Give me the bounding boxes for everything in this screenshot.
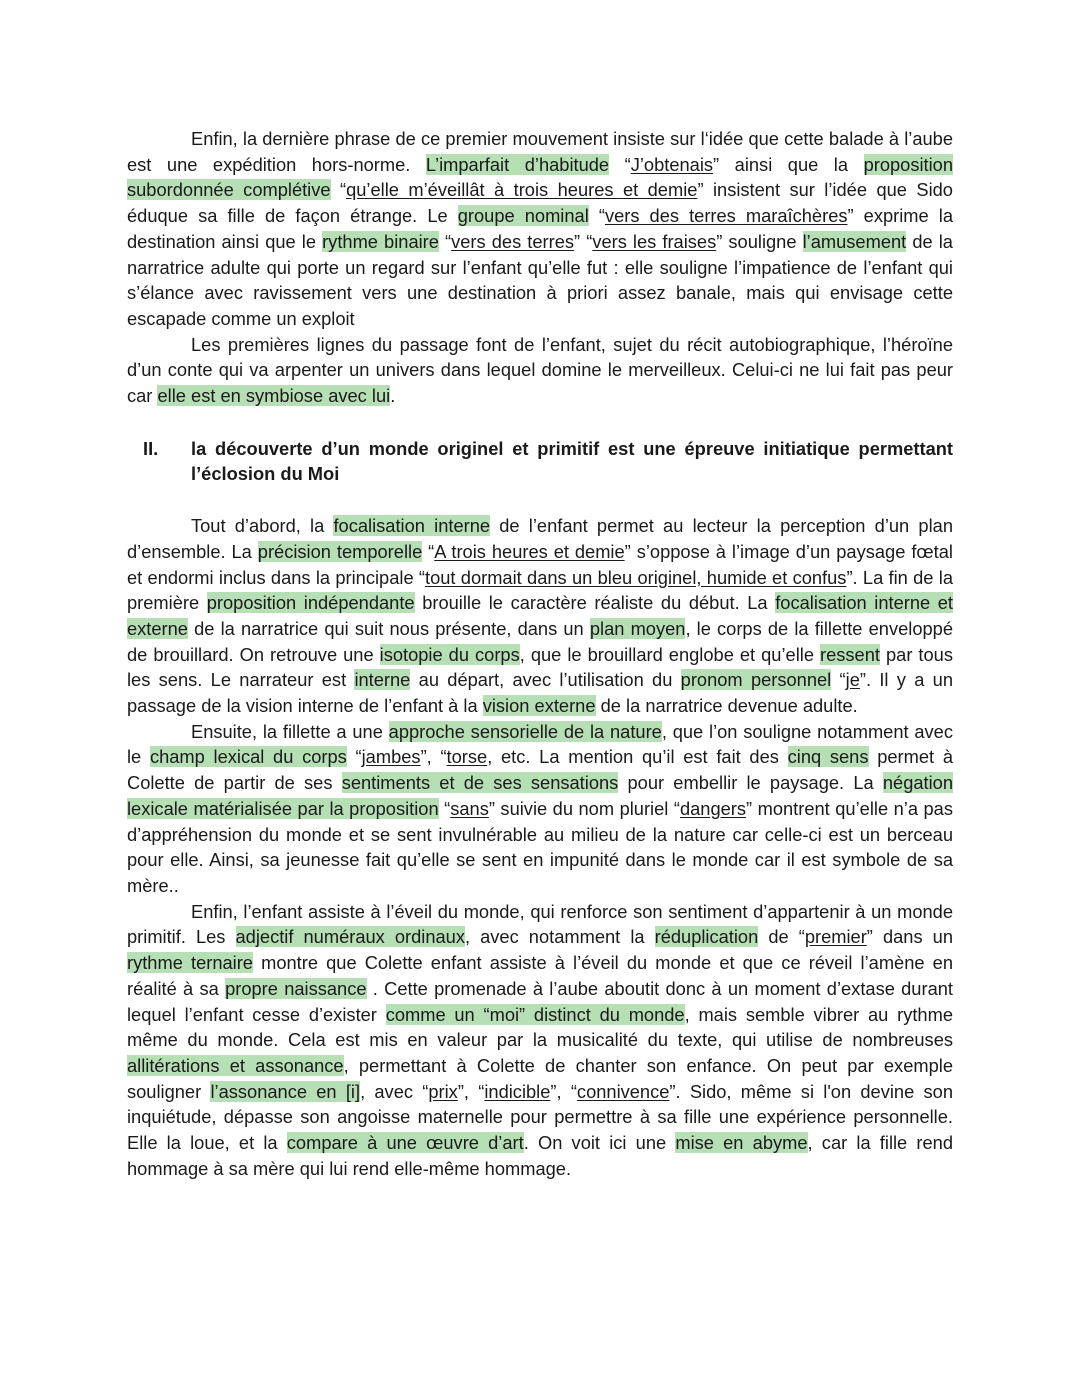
text-run: “ — [831, 669, 846, 691]
highlighted-term: focalisation interne — [333, 515, 491, 537]
text-run: de l’enfant permet au lecteur la perception d’un plan d’ensemble. La — [127, 515, 953, 562]
text-run: “ — [438, 797, 451, 819]
text-run: “ — [422, 540, 435, 562]
text-run: ” souligne — [716, 230, 803, 252]
text-run: “ — [330, 179, 347, 201]
document-page — [127, 126, 953, 1181]
text-run: de la narratrice devenue adulte. — [595, 695, 858, 717]
text-run: , car la fille rend hommage à sa mère qui lui rend elle-même hommage. — [127, 1132, 954, 1179]
highlighted-term: sentiments et de ses sensations — [341, 772, 619, 794]
highlighted-term: isotopie du corps — [379, 643, 520, 665]
text-run: , que le brouillard englobe et qu’elle — [519, 643, 821, 665]
section-heading — [127, 436, 953, 487]
text-run: ” “ — [574, 230, 593, 252]
text-run: ”, “ — [457, 1080, 485, 1102]
paragraph — [127, 126, 953, 332]
highlighted-term: vision externe — [482, 695, 596, 717]
highlighted-term: plan moyen — [589, 617, 686, 639]
highlighted-term: réduplication — [654, 926, 759, 948]
section-title: la découverte d’un monde originel et primitif est une épreuve initiatique permettant l’éclosion du Moi — [191, 437, 953, 485]
text-run: . On voit ici une — [523, 1132, 676, 1154]
text-run: , etc. La mention qu’il est fait des — [487, 746, 788, 768]
text-run: , avec notamment la — [464, 926, 655, 948]
highlighted-term: groupe nominal — [457, 205, 589, 227]
text-run: permet à Colette de partir de ses — [127, 746, 953, 794]
text-run: Enfin, la dernière phrase de ce premier mouvement insiste sur l‘idée que cette balade à l’aube est une expédition hors-norme. — [127, 128, 953, 175]
text-run: ” exprime la destination ainsi que le — [127, 205, 953, 252]
text-run: ”, “ — [550, 1080, 577, 1102]
quoted-citation: jambes — [361, 746, 421, 768]
highlighted-term: proposition subordonnée complétive — [127, 153, 953, 201]
text-run: , le corps de la fillette enveloppé de brouillard. On retrouve une — [127, 617, 953, 665]
text-run: ” suivie du nom pluriel “ — [488, 797, 680, 819]
quoted-citation: torse — [446, 746, 488, 768]
quoted-citation: dangers — [679, 797, 747, 819]
quoted-citation: J’obtenais — [630, 153, 714, 175]
text-run: Enfin, l’enfant assiste à l’éveil du monde, qui renforce son sentiment d’appartenir à un monde primitif. Les — [127, 900, 953, 948]
text-run: montre que Colette enfant assiste à l’éveil du monde et que ce réveil l’amène en réalité à sa — [127, 952, 954, 999]
text-run: pour embellir le paysage. La — [618, 772, 883, 794]
text-run: de “ — [758, 926, 805, 948]
quoted-citation: vers des terres — [451, 230, 575, 252]
highlighted-term: allitérations et assonance — [127, 1054, 344, 1076]
quoted-citation: vers des terres maraîchères — [604, 205, 848, 227]
text-run: , mais semble vibrer au rythme même du monde. Cela est mis en valeur par la musicalité du texte, qui utilise de nombreuses — [127, 1003, 953, 1051]
highlighted-term: ressent — [820, 643, 880, 665]
text-run: ” insistent sur l’idée que Sido éduque sa fille de façon étrange. Le — [127, 179, 953, 227]
highlighted-term: mise en abyme — [675, 1132, 808, 1154]
highlighted-term: proposition indépendante — [206, 592, 415, 614]
quoted-citation: connivence — [576, 1080, 670, 1102]
highlighted-term: champ lexical du corps — [149, 746, 347, 768]
highlighted-term: approche sensorielle de la nature — [388, 720, 662, 742]
highlighted-term: elle est en symbiose avec lui — [157, 385, 391, 407]
highlighted-term: rythme binaire — [322, 230, 439, 252]
text-run: Les premières lignes du passage font de l’enfant, sujet du récit autobiographique, l’héroïne d’un conte qui va arpenter un univers dans lequel domine le merveilleux. Celui-ci ne lui fait pas peur car — [127, 333, 953, 407]
highlighted-term: négation lexicale matérialisée par la proposition — [127, 772, 954, 819]
text-run: , que l’on souligne notamment avec le — [127, 720, 953, 768]
text-run: de la narratrice qui suit nous présente, dans un — [187, 617, 590, 639]
quoted-citation: prix — [428, 1080, 458, 1102]
quoted-citation: je — [845, 669, 860, 691]
text-run: ”. La fin de la première — [127, 566, 953, 614]
paragraph — [127, 332, 953, 409]
quoted-citation: vers les fraises — [592, 230, 717, 252]
paragraph — [127, 899, 953, 1182]
text-run: brouille le caractère réaliste du début. La — [414, 592, 776, 614]
text-run: ”. Sido, même si l'on devine son inquiétude, dépasse son angoisse maternelle pour permettre à sa fille une expérience personnelle. Elle la loue, et la — [127, 1080, 953, 1154]
highlighted-term: interne — [354, 669, 411, 691]
highlighted-term: rythme ternaire — [127, 952, 253, 974]
paragraph — [127, 513, 953, 719]
highlighted-term: L’imparfait d’habitude — [425, 153, 610, 175]
text-run: , avec “ — [360, 1080, 429, 1102]
text-run: “ — [346, 746, 362, 768]
highlighted-term: propre naissance — [225, 977, 367, 999]
quoted-citation: sans — [450, 797, 489, 819]
text-run: ” ainsi que la — [713, 153, 864, 175]
text-run: Tout d’abord, la — [191, 515, 334, 537]
text-run: ” dans un — [866, 926, 953, 948]
text-run: . — [390, 385, 396, 407]
text-run: “ — [588, 205, 605, 227]
section-number: II. — [143, 437, 159, 459]
section-one-conclusion — [127, 126, 953, 409]
highlighted-term: focalisation interne et externe — [127, 592, 954, 639]
text-run: “ — [609, 153, 631, 175]
highlighted-term: l’amusement — [802, 230, 907, 252]
quoted-citation: indicible — [484, 1080, 551, 1102]
text-run: , permettant à Colette de chanter son enfance. On peut par exemple souligner — [127, 1054, 953, 1102]
highlighted-term: comme un “moi” distinct du monde — [385, 1003, 685, 1025]
text-run: Ensuite, la fillette a une — [191, 720, 389, 742]
text-run: ” montrent qu’elle n’a pas d’appréhension du monde et se sent invulnérable au milieu de la nature car celle-ci est un berceau pour elle. Ainsi, sa jeunesse fait qu’elle se sent en impunité dans le monde car il est symbole de sa mère.. — [127, 797, 953, 896]
text-run: ”, “ — [420, 746, 447, 768]
highlighted-term: adjectif numéraux ordinaux — [235, 926, 465, 948]
quoted-citation: premier — [804, 926, 867, 948]
highlighted-term: pronom personnel — [680, 669, 832, 691]
text-run: de la narratrice adulte qui porte un regard sur l’enfant qu’elle fut : elle souligne l’impatience de l’enfant qui s’élance avec ravissement vers une destination à priori assez banale, mais qui envisage cette escapade comme un exploit — [127, 230, 953, 329]
quoted-citation: A trois heures et demie — [434, 540, 625, 562]
highlighted-term: précision temporelle — [257, 540, 423, 562]
highlighted-term: compare à une œuvre d’art — [286, 1132, 524, 1154]
text-run: par tous les sens. Le narrateur est — [127, 643, 953, 691]
text-run: “ — [438, 230, 452, 252]
text-run: ”. Il y a un passage de la vision interne de l’enfant à la — [127, 669, 954, 717]
paragraph — [127, 719, 953, 899]
highlighted-term: l’assonance en [i] — [210, 1080, 361, 1102]
highlighted-term: cinq sens — [787, 746, 869, 768]
text-run: au départ, avec l’utilisation du — [410, 669, 681, 691]
section-two-body — [127, 513, 953, 1181]
quoted-citation: qu’elle m’éveillât à trois heures et demie — [346, 179, 698, 201]
text-run: . Cette promenade à l’aube aboutit donc à un moment d’extase durant lequel l’enfant cesse d’exister — [127, 977, 953, 1025]
text-run: ” s’oppose à l’image d’un paysage fœtal et endormi inclus dans la principale “ — [127, 540, 953, 588]
quoted-citation: tout dormait dans un bleu originel, humide et confus — [425, 566, 847, 588]
